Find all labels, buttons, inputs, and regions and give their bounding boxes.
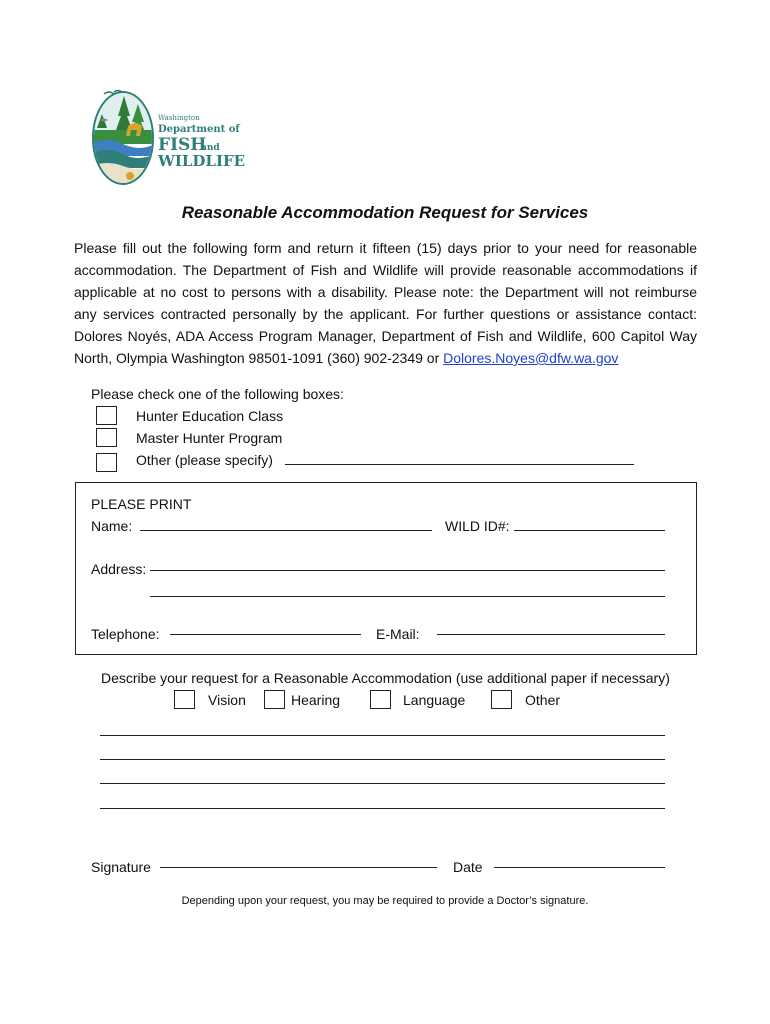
telephone-label: Telephone: xyxy=(91,626,160,642)
intro-line: North, Olympia Washington 98501-1091 (360) 902-2349 or xyxy=(74,350,444,366)
contact-email-link[interactable]: Dolores.Noyes@dfw.wa.gov xyxy=(443,350,619,366)
svg-text:Department of: Department of xyxy=(158,124,240,135)
other-request-label: Other xyxy=(525,692,561,708)
svg-text:Washington: Washington xyxy=(158,114,200,122)
intro-line: applicable at no cost to persons with a disability. Please note: the Department will not reimburse xyxy=(74,284,697,300)
page-title: Reasonable Accommodation Request for Services xyxy=(181,203,589,222)
vision-checkbox[interactable] xyxy=(174,690,195,709)
date-label: Date xyxy=(453,859,483,875)
request-description-line-3[interactable] xyxy=(100,783,665,784)
master-hunter-checkbox[interactable] xyxy=(96,428,117,447)
svg-text:and: and xyxy=(201,143,220,153)
request-description-line-1[interactable] xyxy=(100,735,665,736)
language-label: Language xyxy=(403,692,466,708)
intro-line: Please fill out the following form and return it fifteen (15) days prior to your need for reasonable xyxy=(74,240,697,256)
other-specify-field[interactable] xyxy=(285,464,634,465)
address-field-line-1[interactable] xyxy=(150,570,665,571)
other-request-checkbox[interactable] xyxy=(491,690,512,709)
telephone-field[interactable] xyxy=(170,634,361,635)
hearing-label: Hearing xyxy=(291,692,341,708)
request-description-line-2[interactable] xyxy=(100,759,665,760)
doctor-signature-note: Depending upon your request, you may be required to provide a Doctor’s signature. xyxy=(181,895,589,907)
hunter-education-checkbox[interactable] xyxy=(96,406,117,425)
master-hunter-label: Master Hunter Program xyxy=(136,430,283,446)
intro-paragraph xyxy=(74,237,697,369)
wild-id-field[interactable] xyxy=(514,530,665,531)
address-label: Address: xyxy=(91,561,147,577)
services-prompt: Please check one of the following boxes: xyxy=(91,386,344,402)
name-field[interactable] xyxy=(140,530,432,531)
email-label: E-Mail: xyxy=(376,626,420,642)
email-field[interactable] xyxy=(437,634,665,635)
hunter-education-label: Hunter Education Class xyxy=(136,408,284,424)
other-service-label: Other (please specify) xyxy=(136,452,273,468)
other-service-checkbox[interactable] xyxy=(96,453,117,472)
wild-id-label: WILD ID#: xyxy=(445,518,510,534)
vision-label: Vision xyxy=(208,692,246,708)
date-field[interactable] xyxy=(494,867,665,868)
signature-field[interactable] xyxy=(160,867,437,868)
request-prompt: Describe your request for a Reasonable Accommodation (use additional paper if necessary) xyxy=(101,670,670,686)
intro-line: accommodation. The Department of Fish and Wildlife will provide reasonable accommodations if xyxy=(74,262,697,278)
hearing-checkbox[interactable] xyxy=(264,690,285,709)
intro-line: Dolores Noyés, ADA Access Program Manager, Department of Fish and Wildlife, 600 Capitol Way xyxy=(74,328,697,344)
wdfw-logo-icon xyxy=(86,86,246,190)
name-label: Name: xyxy=(91,518,133,534)
svg-text:FISH: FISH xyxy=(158,135,207,155)
intro-line-last xyxy=(74,347,697,369)
intro-line: any services contracted personally by the applicant. For further questions or assistance contact: xyxy=(74,306,697,322)
request-description-line-4[interactable] xyxy=(100,808,665,809)
language-checkbox[interactable] xyxy=(370,690,391,709)
please-print-heading: PLEASE PRINT xyxy=(91,496,192,512)
agency-logo xyxy=(86,86,246,190)
address-field-line-2[interactable] xyxy=(150,596,665,597)
svg-text:WILDLIFE: WILDLIFE xyxy=(158,152,246,170)
signature-label: Signature xyxy=(91,859,151,875)
